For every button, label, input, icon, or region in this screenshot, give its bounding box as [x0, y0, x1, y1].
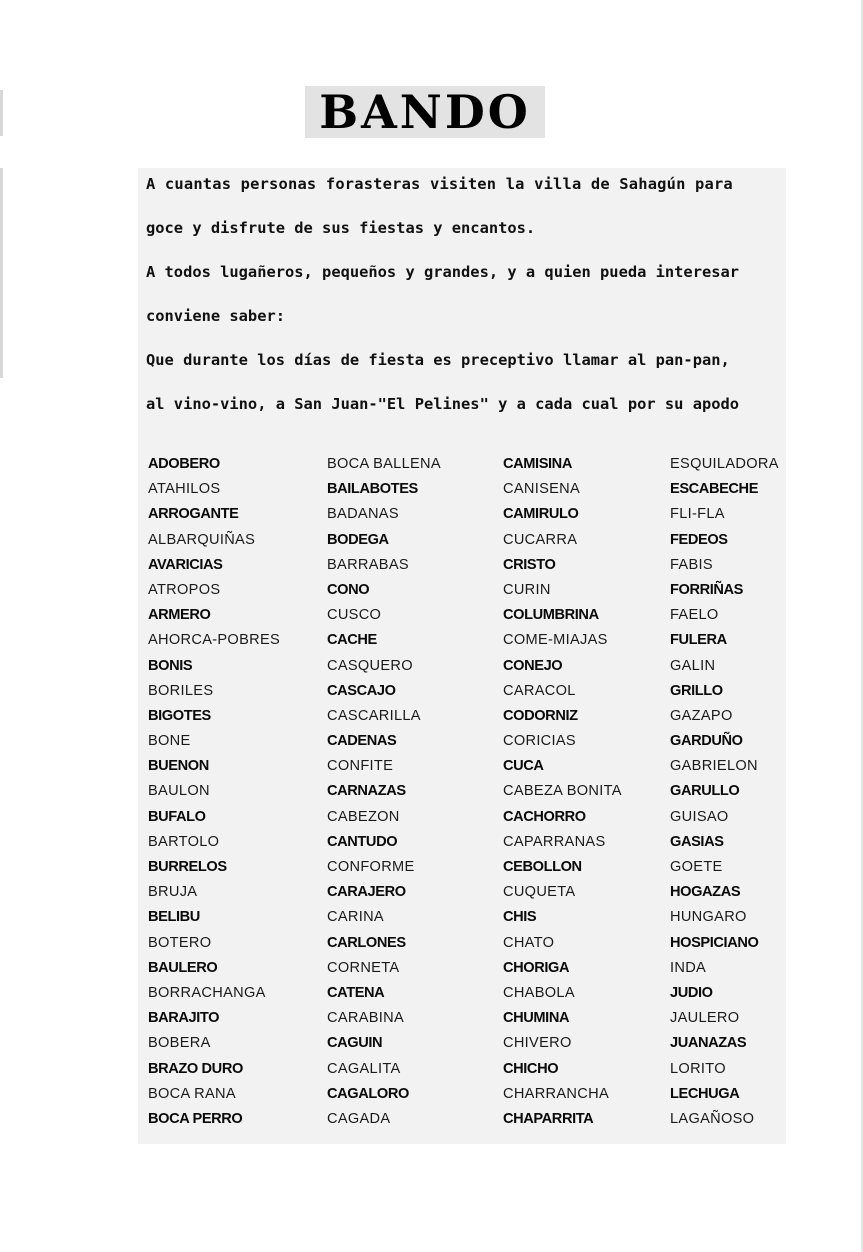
nickname-entry: CHORIGA: [503, 959, 570, 976]
nickname-entry: CARNAZAS: [327, 783, 406, 800]
nickname-entry: CHIVERO: [503, 1035, 572, 1052]
nickname-entry: CHATO: [503, 934, 555, 951]
nickname-entry: BAILABOTES: [327, 481, 418, 498]
nickname-entry: CAGUIN: [327, 1035, 383, 1052]
nickname-entry: CAGADA: [327, 1110, 391, 1127]
nickname-entry: CHABOLA: [503, 984, 575, 1001]
scan-edge-mark-bottom: [0, 168, 3, 378]
nickname-entry: CAPARRANAS: [503, 833, 606, 850]
nickname-entry: COLUMBRINA: [503, 607, 599, 624]
nickname-entry: ESQUILADORA: [670, 456, 779, 472]
nickname-entry: ESCABECHE: [670, 481, 759, 498]
intro-line: al vino-vino, a San Juan-"El Pelines" y a cada cual por su apodo: [146, 395, 740, 413]
nickname-entry: GARULLO: [670, 783, 740, 800]
nickname-entry: CARLONES: [327, 934, 406, 951]
nickname-entry: HOSPICIANO: [670, 934, 759, 951]
nickname-entry: CASCARILLA: [327, 707, 421, 724]
nickname-entry: CONFORME: [327, 859, 415, 875]
nickname-entry: BAULERO: [148, 959, 218, 976]
nickname-entry: GASIAS: [670, 833, 724, 850]
nickname-entry: GUISAO: [670, 808, 729, 825]
nickname-entry: BARRABAS: [327, 556, 409, 573]
nickname-entry: BAULON: [148, 783, 210, 800]
nickname-entry: CORICIAS: [503, 733, 576, 750]
scan-edge-mark-top: [0, 90, 3, 136]
nickname-entry: CUCARRA: [503, 531, 578, 548]
nickname-entry: JUDIO: [670, 984, 713, 1001]
nickname-entry: GALIN: [670, 657, 716, 674]
nickname-column-3: [503, 452, 622, 1132]
page-title: BANDO: [319, 85, 531, 139]
nickname-entry: CONO: [327, 581, 370, 598]
nickname-entry: CARAJERO: [327, 884, 406, 901]
nickname-entry: CONFITE: [327, 758, 394, 775]
nickname-entry: FABIS: [670, 556, 713, 573]
nickname-entry: CASCAJO: [327, 682, 396, 699]
nickname-entry: HUNGARO: [670, 909, 747, 926]
intro-line: Que durante los días de fiesta es preceptivo llamar al pan-pan,: [146, 351, 730, 369]
nickname-entry: FEDEOS: [670, 531, 728, 548]
nickname-entry: GAZAPO: [670, 707, 733, 724]
nickname-entry: BORRACHANGA: [148, 984, 266, 1001]
nickname-entry: LAGAÑOSO: [670, 1110, 755, 1127]
nickname-entry: CAGALITA: [327, 1060, 401, 1077]
nickname-entry: AHORCA-POBRES: [148, 632, 281, 649]
nickname-entry: BONIS: [148, 657, 193, 674]
nickname-entry: LECHUGA: [670, 1085, 740, 1102]
nickname-entry: HOGAZAS: [670, 884, 741, 901]
nickname-entry: CARABINA: [327, 1010, 405, 1027]
nickname-entry: INDA: [670, 959, 707, 976]
nickname-entry: CONEJO: [503, 657, 563, 674]
nickname-column-1: [148, 452, 280, 1132]
nickname-column-4: [670, 452, 779, 1132]
nickname-entry: CARACOL: [503, 682, 576, 699]
nickname-entry: ARMERO: [148, 607, 211, 624]
nickname-entry: CADENAS: [327, 733, 397, 750]
nickname-entry: CABEZON: [327, 808, 400, 825]
nickname-entry: BODEGA: [327, 531, 389, 548]
nickname-entry: JUANAZAS: [670, 1035, 747, 1052]
intro-text: [146, 172, 786, 436]
nickname-entry: LORITO: [670, 1060, 726, 1077]
nickname-entry: CUQUETA: [503, 884, 576, 901]
nickname-entry: CUCA: [503, 758, 544, 775]
nickname-entry: CANTUDO: [327, 833, 398, 850]
nickname-entry: FLI-FLA: [670, 506, 725, 523]
nickname-entry: FULERA: [670, 632, 727, 649]
nickname-entry: CHIS: [503, 909, 537, 926]
nickname-entry: BOBERA: [148, 1035, 211, 1052]
nickname-entry: BURRELOS: [148, 859, 227, 875]
nickname-entry: CEBOLLON: [503, 859, 582, 875]
nickname-entry: CURIN: [503, 581, 551, 598]
nickname-entry: BADANAS: [327, 506, 399, 523]
nickname-entry: CHAPARRITA: [503, 1110, 594, 1127]
nickname-entry: BOCA PERRO: [148, 1110, 243, 1127]
nickname-entry: CORNETA: [327, 959, 400, 976]
nickname-entry: CASQUERO: [327, 657, 413, 674]
nickname-entry: GRILLO: [670, 682, 723, 699]
nickname-entry: ATAHILOS: [148, 481, 221, 498]
nickname-entry: CHICHO: [503, 1060, 559, 1077]
nickname-entry: BORILES: [148, 682, 214, 699]
nickname-entry: FORRIÑAS: [670, 581, 744, 598]
nickname-entry: BUFALO: [148, 808, 206, 825]
nickname-entry: CACHORRO: [503, 808, 586, 825]
nickname-entry: AVARICIAS: [148, 556, 223, 573]
nickname-entry: BONE: [148, 733, 191, 750]
nickname-entry: GARDUÑO: [670, 733, 743, 750]
nickname-entry: CAMIRULO: [503, 506, 579, 523]
intro-line: goce y disfrute de sus fiestas y encantos.: [146, 219, 536, 237]
nickname-entry: BOTERO: [148, 934, 212, 951]
intro-line: conviene saber:: [146, 307, 285, 325]
nickname-entry: ARROGANTE: [148, 506, 239, 523]
nickname-entry: BUENON: [148, 758, 209, 775]
nickname-entry: CANISENA: [503, 481, 581, 498]
nickname-entry: CACHE: [327, 632, 377, 649]
nickname-entry: BARTOLO: [148, 833, 220, 850]
nickname-entry: GABRIELON: [670, 758, 758, 775]
nickname-column-2: [327, 452, 441, 1132]
nickname-entry: CAGALORO: [327, 1085, 409, 1102]
nickname-entry: ALBARQUIÑAS: [148, 531, 256, 548]
nickname-entry: BELIBU: [148, 909, 200, 926]
nickname-entry: FAELO: [670, 607, 719, 624]
intro-line: A cuantas personas forasteras visiten la villa de Sahagún para: [146, 175, 733, 193]
nickname-entry: COME-MIAJAS: [503, 632, 608, 649]
nickname-entry: CAMISINA: [503, 456, 572, 472]
nickname-entry: BRUJA: [148, 884, 198, 901]
nickname-entry: CATENA: [327, 984, 385, 1001]
nickname-entry: CHUMINA: [503, 1010, 570, 1027]
nickname-entry: JAULERO: [670, 1010, 740, 1027]
nickname-entry: BOCA BALLENA: [327, 456, 441, 472]
intro-line: A todos lugañeros, pequeños y grandes, y a quien pueda interesar: [146, 263, 740, 281]
nickname-entry: CABEZA BONITA: [503, 783, 622, 800]
nickname-entry: CHARRANCHA: [503, 1085, 609, 1102]
nickname-entry: CRISTO: [503, 556, 556, 573]
nickname-entry: BRAZO DURO: [148, 1060, 243, 1077]
nickname-entry: CARINA: [327, 909, 384, 926]
nickname-entry: BIGOTES: [148, 707, 211, 724]
nickname-entry: ATROPOS: [148, 581, 221, 598]
nickname-entry: ADOBERO: [148, 456, 220, 472]
nickname-entry: CUSCO: [327, 607, 382, 624]
nickname-entry: BARAJITO: [148, 1010, 220, 1027]
nickname-entry: GOETE: [670, 859, 723, 875]
nickname-entry: BOCA RANA: [148, 1085, 236, 1102]
nickname-entry: CODORNIZ: [503, 707, 578, 724]
